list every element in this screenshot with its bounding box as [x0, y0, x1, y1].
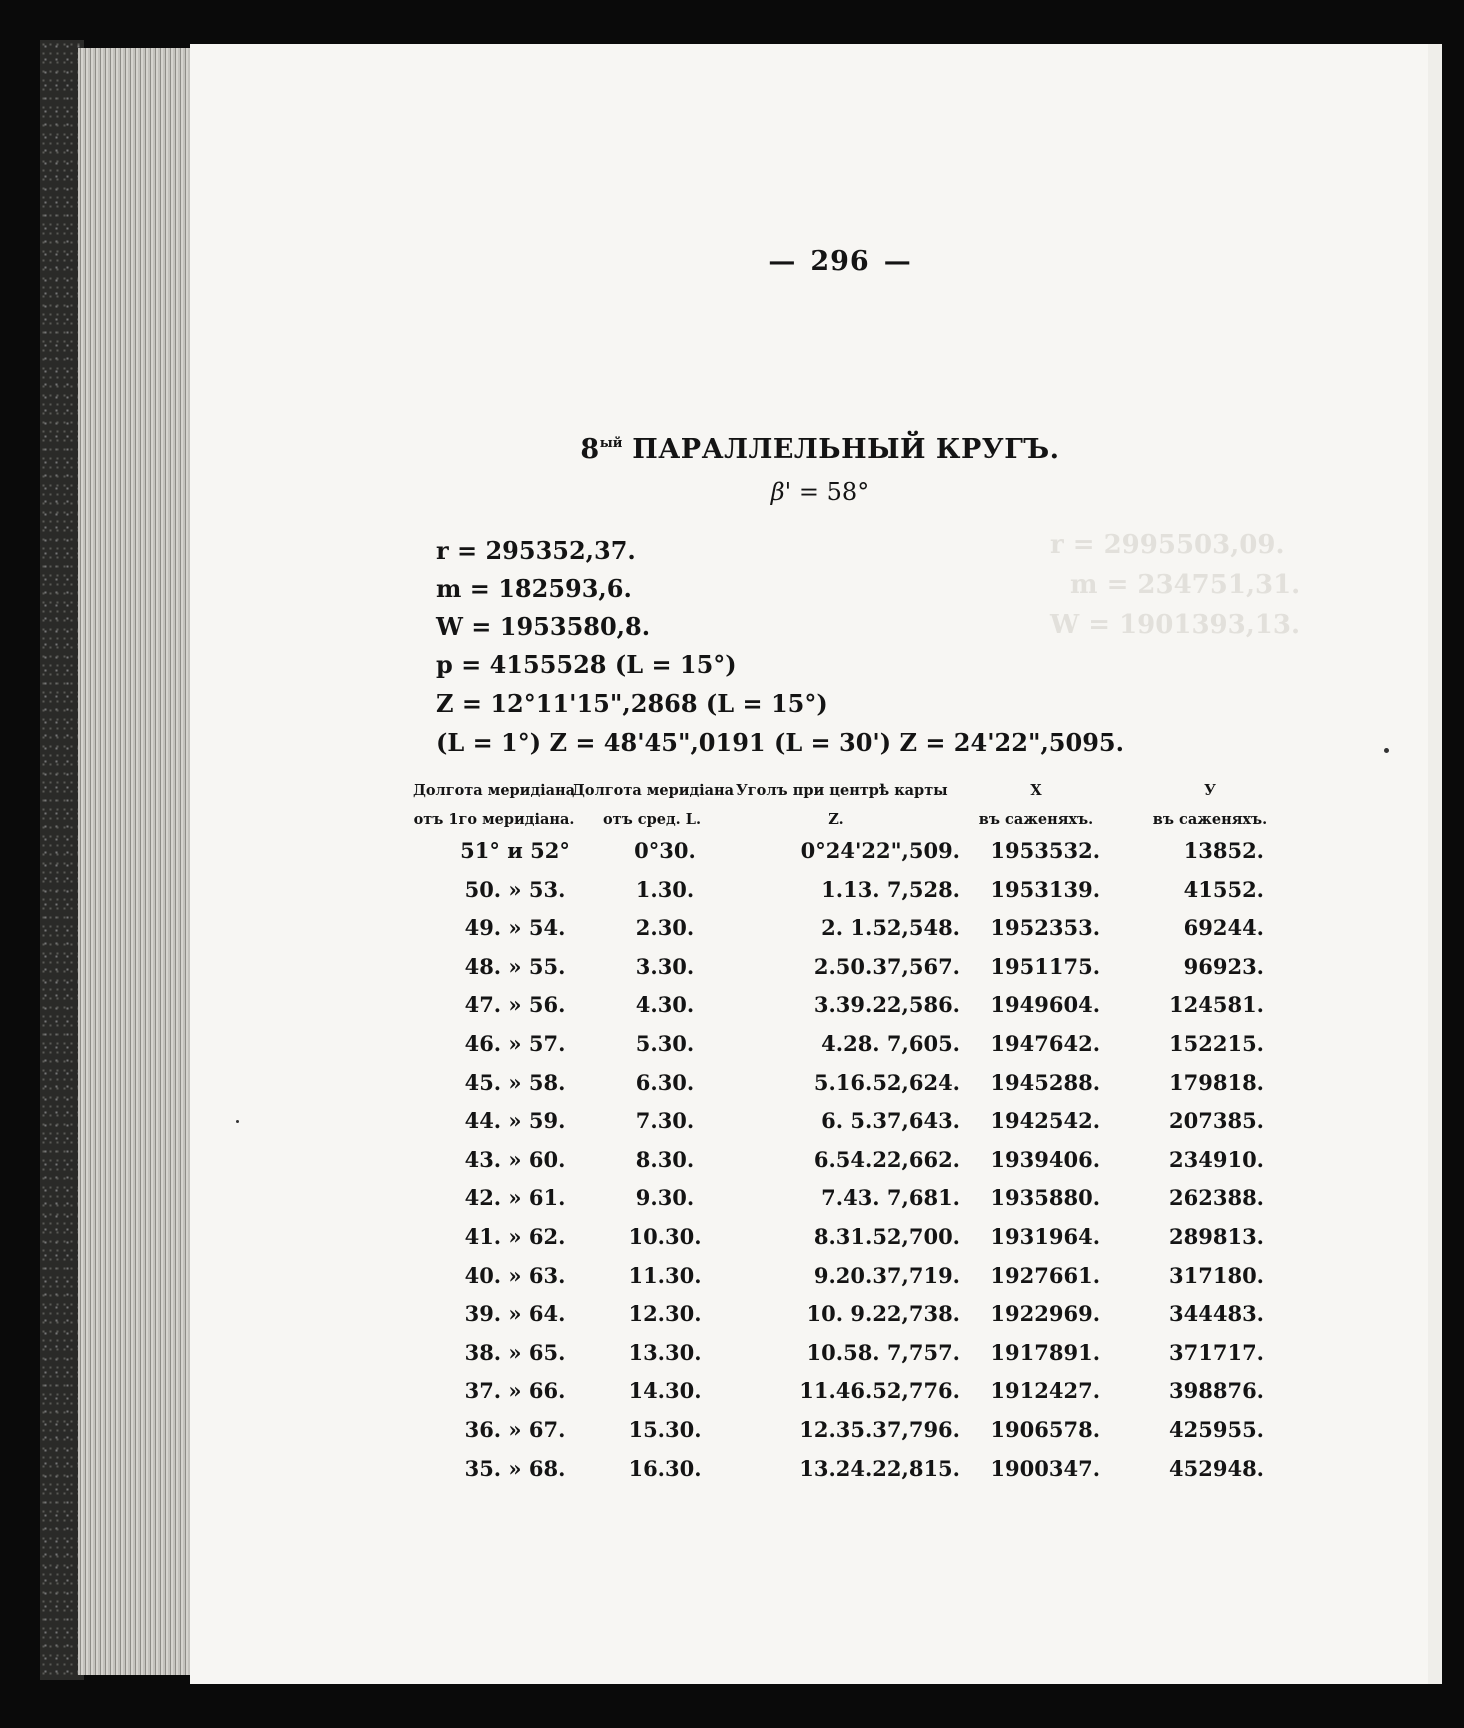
cell-x: 1953139.: [990, 877, 1100, 902]
cell-x: 1951175.: [990, 954, 1100, 979]
cell-x: 1917891.: [990, 1340, 1100, 1365]
column-header-center-angle: Уголъ при центрѣ карты Z.: [736, 782, 948, 828]
table-row: [0, 1263, 1464, 1301]
table-row: [0, 1417, 1464, 1455]
formula-z-range: (L = 1°) Z = 48'45",0191 (L = 30') Z = 24'22",5095.: [436, 728, 1124, 757]
cell-x: 1922969.: [990, 1301, 1100, 1326]
cell-middle-meridian: 16.30.: [628, 1456, 702, 1481]
cell-y: 425955.: [1169, 1417, 1264, 1442]
cell-center-angle: 11.46.52,776.: [799, 1378, 960, 1403]
cell-y: 69244.: [1183, 915, 1264, 940]
cell-x: 1931964.: [990, 1224, 1100, 1249]
column-header-x: X въ саженяхъ.: [978, 782, 1094, 828]
cell-x: 1912427.: [990, 1378, 1100, 1403]
cell-middle-meridian: 5.30.: [635, 1031, 695, 1056]
formula-z: Z = 12°11'15",2868 (L = 15°): [436, 689, 828, 718]
cell-y: 207385.: [1169, 1108, 1264, 1133]
table-row: [0, 1147, 1464, 1185]
cell-y: 289813.: [1169, 1224, 1264, 1249]
cell-middle-meridian: 8.30.: [635, 1147, 695, 1172]
table-row: [0, 1224, 1464, 1262]
cell-first-meridian: 35. » 68.: [464, 1456, 566, 1481]
cell-first-meridian: 40. » 63.: [464, 1263, 566, 1288]
cell-y: 344483.: [1169, 1301, 1264, 1326]
cell-middle-meridian: 7.30.: [635, 1108, 695, 1133]
cell-y: 41552.: [1183, 877, 1264, 902]
cell-middle-meridian: 10.30.: [628, 1224, 702, 1249]
cell-y: 179818.: [1169, 1070, 1264, 1095]
cell-center-angle: 10.58. 7,757.: [806, 1340, 960, 1365]
cell-middle-meridian: 2.30.: [635, 915, 695, 940]
cell-first-meridian: 46. » 57.: [464, 1031, 566, 1056]
cell-first-meridian: 49. » 54.: [464, 915, 566, 940]
cell-first-meridian: 43. » 60.: [464, 1147, 566, 1172]
cell-first-meridian: 44. » 59.: [464, 1108, 566, 1133]
table-row: [0, 915, 1464, 953]
cell-x: 1953532.: [990, 838, 1100, 863]
cell-first-meridian: 39. » 64.: [464, 1301, 566, 1326]
table-row: [0, 1378, 1464, 1416]
cell-center-angle: 13.24.22,815.: [799, 1456, 960, 1481]
cell-y: 452948.: [1169, 1456, 1264, 1481]
cell-y: 262388.: [1169, 1185, 1264, 1210]
cell-y: 371717.: [1169, 1340, 1264, 1365]
cell-center-angle: 12.35.37,796.: [799, 1417, 960, 1442]
cell-x: 1952353.: [990, 915, 1100, 940]
cell-first-meridian: 51° и 52°: [460, 838, 570, 863]
cell-middle-meridian: 15.30.: [628, 1417, 702, 1442]
table-row: [0, 1301, 1464, 1339]
cell-center-angle: 2.50.37,567.: [813, 954, 960, 979]
cell-y: 13852.: [1183, 838, 1264, 863]
bleed-through-text: r = 2995503,09.: [1050, 530, 1285, 560]
cell-x: 1935880.: [990, 1185, 1100, 1210]
cell-middle-meridian: 1.30.: [635, 877, 695, 902]
table-row: [0, 1340, 1464, 1378]
cell-y: 96923.: [1183, 954, 1264, 979]
cell-x: 1942542.: [990, 1108, 1100, 1133]
cell-y: 152215.: [1169, 1031, 1264, 1056]
cell-middle-meridian: 9.30.: [635, 1185, 695, 1210]
cell-middle-meridian: 13.30.: [628, 1340, 702, 1365]
cell-center-angle: 7.43. 7,681.: [821, 1185, 960, 1210]
cell-x: 1906578.: [990, 1417, 1100, 1442]
cell-center-angle: 4.28. 7,605.: [821, 1031, 960, 1056]
cell-x: 1947642.: [990, 1031, 1100, 1056]
cell-first-meridian: 50. » 53.: [464, 877, 566, 902]
cell-x: 1945288.: [990, 1070, 1100, 1095]
cell-center-angle: 6. 5.37,643.: [821, 1108, 960, 1133]
cell-y: 398876.: [1169, 1378, 1264, 1403]
cell-first-meridian: 42. » 61.: [464, 1185, 566, 1210]
formula-p: p = 4155528 (L = 15°): [436, 650, 737, 679]
cell-middle-meridian: 3.30.: [635, 954, 695, 979]
cell-x: 1900347.: [990, 1456, 1100, 1481]
formula-m: m = 182593,6.: [436, 574, 632, 603]
cell-center-angle: 10. 9.22,738.: [806, 1301, 960, 1326]
cell-first-meridian: 47. » 56.: [464, 992, 566, 1017]
cell-x: 1939406.: [990, 1147, 1100, 1172]
bleed-through-text: W = 1901393,13.: [1050, 610, 1301, 640]
table-row: [0, 1070, 1464, 1108]
section-title: $8^{ый}$ ПАРАЛЛЕЛЬНЫЙ КРУГЪ.: [580, 434, 1060, 465]
latitude-line: β' = 58°: [770, 478, 870, 506]
cell-middle-meridian: 4.30.: [635, 992, 695, 1017]
cell-center-angle: 2. 1.52,548.: [821, 915, 960, 940]
cell-middle-meridian: 6.30.: [635, 1070, 695, 1095]
cell-center-angle: 1.13. 7,528.: [821, 877, 960, 902]
cell-center-angle: 3.39.22,586.: [813, 992, 960, 1017]
table-row: [0, 1031, 1464, 1069]
cell-x: 1927661.: [990, 1263, 1100, 1288]
table-row: [0, 1456, 1464, 1494]
column-header-first-meridian: Долгота меридіана отъ 1го меридіана.: [412, 782, 576, 828]
formula-r: r = 295352,37.: [436, 536, 636, 565]
cell-y: 234910.: [1169, 1147, 1264, 1172]
cell-center-angle: 5.16.52,624.: [813, 1070, 960, 1095]
cell-y: 124581.: [1169, 992, 1264, 1017]
cell-middle-meridian: 14.30.: [628, 1378, 702, 1403]
ink-speck: [1384, 748, 1389, 753]
cell-middle-meridian: 11.30.: [628, 1263, 702, 1288]
cell-first-meridian: 37. » 66.: [464, 1378, 566, 1403]
cell-center-angle: 0°24'22",509.: [800, 838, 960, 863]
cell-y: 317180.: [1169, 1263, 1264, 1288]
ink-speck: [236, 1120, 239, 1123]
cell-center-angle: 6.54.22,662.: [813, 1147, 960, 1172]
cell-first-meridian: 38. » 65.: [464, 1340, 566, 1365]
cell-first-meridian: 41. » 62.: [464, 1224, 566, 1249]
table-row: [0, 954, 1464, 992]
table-row: [0, 1108, 1464, 1146]
formula-w: W = 1953580,8.: [436, 612, 651, 641]
cell-first-meridian: 45. » 58.: [464, 1070, 566, 1095]
cell-first-meridian: 36. » 67.: [464, 1417, 566, 1442]
table-row: [0, 992, 1464, 1030]
cell-x: 1949604.: [990, 992, 1100, 1017]
column-header-middle-meridian: Долгота меридіана отъ сред. L.: [572, 782, 735, 828]
table-row: [0, 877, 1464, 915]
column-header-y: У въ саженяхъ.: [1152, 782, 1268, 828]
cell-middle-meridian: 12.30.: [628, 1301, 702, 1326]
cell-center-angle: 9.20.37,719.: [813, 1263, 960, 1288]
bleed-through-text: m = 234751,31.: [1070, 570, 1301, 600]
table-row: [0, 1185, 1464, 1223]
page-number: — 296 —: [768, 246, 912, 277]
table-row: [0, 838, 1464, 876]
cell-first-meridian: 48. » 55.: [464, 954, 566, 979]
cell-middle-meridian: 0°30.: [634, 838, 696, 863]
cell-center-angle: 8.31.52,700.: [813, 1224, 960, 1249]
